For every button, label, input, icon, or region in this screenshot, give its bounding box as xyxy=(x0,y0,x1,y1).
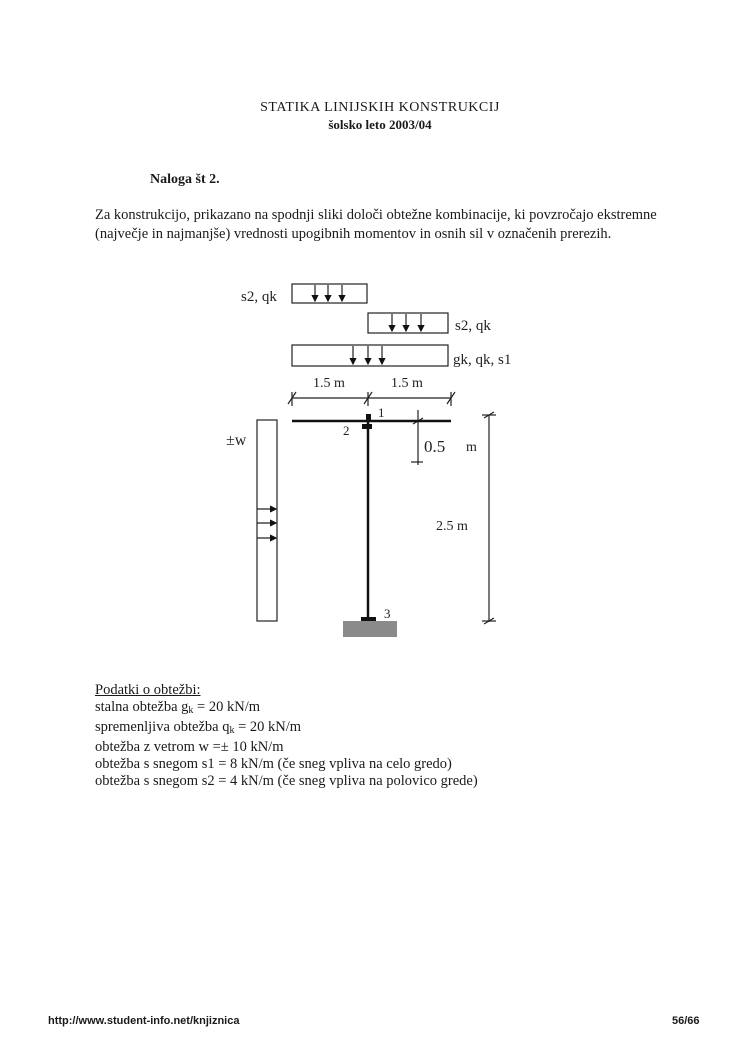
offset-unit-label: m xyxy=(466,440,477,455)
load-line: spremenljiva obtežba $q_k = 20$ kN/m xyxy=(95,719,302,736)
load-box-left-half xyxy=(292,284,367,303)
document-title: STATIKA LINIJSKIH KONSTRUKCIJ xyxy=(260,100,500,115)
task-heading: Naloga št 2. xyxy=(150,172,220,187)
load-line: obtežba z vetrom w =± 10 kN/m xyxy=(95,739,284,755)
load-label-full: gk, qk, s1 xyxy=(453,352,512,368)
height-label: 2.5 m xyxy=(436,519,468,534)
section-1-mark xyxy=(366,414,371,422)
task-description: Za konstrukcijo, prikazano na spodnji sliki določi obtežne kombinacije, ki povzročajo ekstremne (največje in najmanjše) vrednosti upogibnih momentov in osnih sil v označenih prerezih. xyxy=(95,207,657,242)
section-3-label: 3 xyxy=(384,606,391,621)
wind-load-box xyxy=(257,420,277,621)
section-2-mark xyxy=(362,424,372,429)
load-box-full xyxy=(292,345,448,366)
load-box-right-half xyxy=(368,313,448,333)
offset-label: 0.5 xyxy=(424,437,446,456)
load-label-right: s2, qk xyxy=(455,318,491,334)
load-data-heading: Podatki o obtežbi: xyxy=(95,682,201,698)
fixed-support-ground xyxy=(343,621,397,637)
load-data xyxy=(95,682,478,790)
load-label-left: s2, qk xyxy=(241,289,277,305)
load-line: obtežba s snegom s1 = 8 kN/m (če sneg vpliva na celo gredo) xyxy=(95,756,452,772)
page-number: 56/66 xyxy=(672,1015,700,1027)
wind-arrows xyxy=(257,509,276,538)
section-3-mark xyxy=(361,617,376,621)
span-right-label: 1.5 m xyxy=(391,376,423,391)
load-line: obtežba s snegom s2 = 4 kN/m (če sneg vpliva na polovico grede) xyxy=(95,773,478,789)
load-line: stalna obtežba $g_k = 20$ kN/m xyxy=(95,699,261,716)
wind-label: ±w xyxy=(226,432,247,449)
section-1-label: 1 xyxy=(378,405,385,420)
school-year: šolsko leto 2003/04 xyxy=(328,117,432,132)
span-left-label: 1.5 m xyxy=(313,376,345,391)
section-2-label: 2 xyxy=(343,423,350,438)
footer-url[interactable]: http://www.student-info.net/knjiznica xyxy=(48,1015,240,1027)
